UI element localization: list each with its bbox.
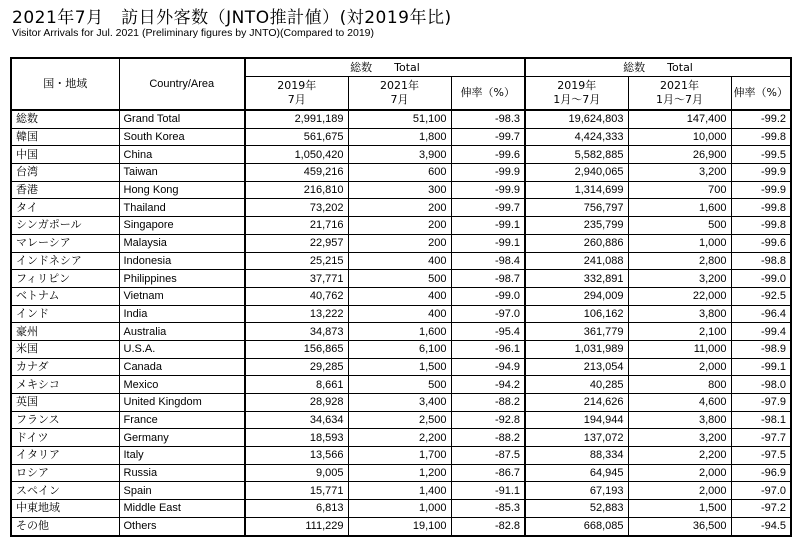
cell-growth-ytd: -99.9 <box>731 164 791 182</box>
cell-2021-ytd: 1,500 <box>628 500 731 518</box>
cell-growth-ytd: -99.9 <box>731 181 791 199</box>
cell-region-en: China <box>119 146 245 164</box>
table-row <box>11 323 791 341</box>
table-row <box>11 287 791 305</box>
cell-2021-month: 6,100 <box>348 340 451 358</box>
cell-2021-month: 1,000 <box>348 500 451 518</box>
cell-2019-ytd: 361,779 <box>525 323 628 341</box>
visitor-arrivals-table <box>10 57 792 537</box>
cell-growth-ytd: -96.4 <box>731 305 791 323</box>
cell-region-jp: 中国 <box>11 146 119 164</box>
cell-2021-ytd: 22,000 <box>628 287 731 305</box>
cell-growth-month: -92.8 <box>451 411 525 429</box>
header-2019-year: 2019年 <box>277 79 317 92</box>
cell-growth-ytd: -99.8 <box>731 199 791 217</box>
cell-2021-month: 300 <box>348 181 451 199</box>
cell-region-en: Germany <box>119 429 245 447</box>
cell-2019-month: 40,762 <box>245 287 348 305</box>
page-title: 2021年7月 訪日外客数（JNTO推計値）(対2019年比) <box>12 8 452 28</box>
cell-growth-ytd: -99.6 <box>731 234 791 252</box>
cell-2021-ytd: 3,800 <box>628 411 731 429</box>
cell-2019-ytd: 137,072 <box>525 429 628 447</box>
cell-2021-month: 500 <box>348 376 451 394</box>
cell-2019-month: 2,991,189 <box>245 110 348 128</box>
table-row <box>11 270 791 288</box>
cell-growth-month: -86.7 <box>451 464 525 482</box>
cell-growth-ytd: -99.4 <box>731 323 791 341</box>
cell-growth-ytd: -97.5 <box>731 447 791 465</box>
cell-2021-ytd: 11,000 <box>628 340 731 358</box>
cell-region-jp: 台湾 <box>11 164 119 182</box>
cell-region-en: Others <box>119 517 245 535</box>
cell-growth-ytd: -97.9 <box>731 394 791 412</box>
cell-growth-ytd: -96.9 <box>731 464 791 482</box>
cell-2019-ytd: 332,891 <box>525 270 628 288</box>
header-2019-ytd-year: 2019年 <box>557 79 597 92</box>
cell-2019-ytd: 64,945 <box>525 464 628 482</box>
cell-2021-ytd: 2,200 <box>628 447 731 465</box>
cell-2021-ytd: 3,800 <box>628 305 731 323</box>
cell-region-jp: スペイン <box>11 482 119 500</box>
cell-region-jp: イタリア <box>11 447 119 465</box>
cell-growth-ytd: -98.0 <box>731 376 791 394</box>
header-total-ytd: 総数 Total <box>525 58 791 77</box>
header-2021-ytd-period: 1月～7月 <box>656 93 704 106</box>
cell-region-jp: 総数 <box>11 110 119 128</box>
cell-growth-ytd: -92.5 <box>731 287 791 305</box>
cell-2021-ytd: 2,000 <box>628 358 731 376</box>
table-row <box>11 146 791 164</box>
cell-growth-ytd: -98.9 <box>731 340 791 358</box>
cell-2021-month: 2,500 <box>348 411 451 429</box>
cell-2019-ytd: 40,285 <box>525 376 628 394</box>
table-row <box>11 464 791 482</box>
cell-region-en: Mexico <box>119 376 245 394</box>
cell-2021-month: 200 <box>348 217 451 235</box>
table-row <box>11 411 791 429</box>
cell-growth-month: -99.1 <box>451 234 525 252</box>
cell-region-en: Spain <box>119 482 245 500</box>
cell-2019-ytd: 67,193 <box>525 482 628 500</box>
cell-2019-month: 8,661 <box>245 376 348 394</box>
header-growth-ytd: 伸率（%） <box>731 77 791 111</box>
cell-region-en: Italy <box>119 447 245 465</box>
cell-2021-month: 200 <box>348 199 451 217</box>
cell-2021-ytd: 4,600 <box>628 394 731 412</box>
cell-region-jp: マレーシア <box>11 234 119 252</box>
cell-region-en: France <box>119 411 245 429</box>
header-2021-ytd-year: 2021年 <box>660 79 700 92</box>
cell-growth-month: -99.6 <box>451 146 525 164</box>
cell-growth-month: -99.7 <box>451 128 525 146</box>
cell-growth-ytd: -99.8 <box>731 217 791 235</box>
cell-2021-ytd: 3,200 <box>628 270 731 288</box>
cell-growth-ytd: -94.5 <box>731 517 791 535</box>
table-row <box>11 500 791 518</box>
cell-region-jp: カナダ <box>11 358 119 376</box>
cell-2021-ytd: 700 <box>628 181 731 199</box>
cell-region-jp: ロシア <box>11 464 119 482</box>
cell-region-en: Taiwan <box>119 164 245 182</box>
table-row <box>11 394 791 412</box>
cell-2019-month: 34,634 <box>245 411 348 429</box>
cell-2019-month: 156,865 <box>245 340 348 358</box>
table-row <box>11 358 791 376</box>
cell-growth-ytd: -99.5 <box>731 146 791 164</box>
table-row <box>11 447 791 465</box>
cell-2021-month: 200 <box>348 234 451 252</box>
cell-2019-month: 18,593 <box>245 429 348 447</box>
cell-2021-ytd: 1,600 <box>628 199 731 217</box>
cell-region-en: Canada <box>119 358 245 376</box>
cell-2019-ytd: 235,799 <box>525 217 628 235</box>
cell-2021-month: 600 <box>348 164 451 182</box>
cell-2021-ytd: 3,200 <box>628 164 731 182</box>
cell-region-jp: ドイツ <box>11 429 119 447</box>
cell-growth-ytd: -99.2 <box>731 110 791 128</box>
cell-growth-ytd: -97.7 <box>731 429 791 447</box>
table-row <box>11 181 791 199</box>
cell-2021-month: 500 <box>348 270 451 288</box>
cell-region-en: South Korea <box>119 128 245 146</box>
cell-2019-month: 13,566 <box>245 447 348 465</box>
header-growth-month: 伸率（%） <box>451 77 525 111</box>
cell-growth-month: -97.0 <box>451 305 525 323</box>
cell-growth-month: -98.3 <box>451 110 525 128</box>
cell-region-jp: フィリピン <box>11 270 119 288</box>
cell-region-jp: 中東地域 <box>11 500 119 518</box>
cell-region-en: Australia <box>119 323 245 341</box>
cell-2019-ytd: 19,624,803 <box>525 110 628 128</box>
cell-growth-month: -98.7 <box>451 270 525 288</box>
cell-growth-month: -91.1 <box>451 482 525 500</box>
header-2019-period: 7月 <box>287 93 306 106</box>
table-row <box>11 110 791 128</box>
cell-2021-ytd: 26,900 <box>628 146 731 164</box>
header-region-en: Country/Area <box>119 58 245 110</box>
cell-2019-month: 15,771 <box>245 482 348 500</box>
cell-region-en: Malaysia <box>119 234 245 252</box>
cell-2019-month: 9,005 <box>245 464 348 482</box>
cell-region-jp: 豪州 <box>11 323 119 341</box>
cell-2019-ytd: 1,314,699 <box>525 181 628 199</box>
cell-2021-ytd: 800 <box>628 376 731 394</box>
cell-growth-ytd: -97.2 <box>731 500 791 518</box>
table-row <box>11 128 791 146</box>
cell-2019-month: 216,810 <box>245 181 348 199</box>
cell-region-jp: 英国 <box>11 394 119 412</box>
cell-growth-ytd: -98.8 <box>731 252 791 270</box>
cell-2019-ytd: 52,883 <box>525 500 628 518</box>
cell-region-en: Thailand <box>119 199 245 217</box>
cell-region-jp: その他 <box>11 517 119 535</box>
cell-growth-month: -88.2 <box>451 394 525 412</box>
cell-2019-ytd: 106,162 <box>525 305 628 323</box>
cell-2021-ytd: 500 <box>628 217 731 235</box>
header-2019-ytd-period: 1月～7月 <box>553 93 601 106</box>
cell-growth-ytd: -99.0 <box>731 270 791 288</box>
cell-2019-month: 37,771 <box>245 270 348 288</box>
cell-region-en: Singapore <box>119 217 245 235</box>
cell-2021-month: 400 <box>348 287 451 305</box>
cell-region-jp: メキシコ <box>11 376 119 394</box>
cell-growth-month: -95.4 <box>451 323 525 341</box>
cell-region-en: India <box>119 305 245 323</box>
cell-2021-month: 1,400 <box>348 482 451 500</box>
cell-growth-month: -99.9 <box>451 181 525 199</box>
cell-2019-ytd: 241,088 <box>525 252 628 270</box>
table-row <box>11 305 791 323</box>
cell-growth-month: -99.7 <box>451 199 525 217</box>
header-2021-month <box>348 77 451 111</box>
cell-2019-ytd: 2,940,065 <box>525 164 628 182</box>
cell-2021-ytd: 147,400 <box>628 110 731 128</box>
cell-region-jp: フランス <box>11 411 119 429</box>
cell-region-en: Middle East <box>119 500 245 518</box>
table-row <box>11 217 791 235</box>
header-region-jp: 国・地域 <box>11 58 119 110</box>
cell-region-jp: インドネシア <box>11 252 119 270</box>
table-row <box>11 517 791 535</box>
cell-2019-ytd: 88,334 <box>525 447 628 465</box>
table-row <box>11 429 791 447</box>
cell-2021-ytd: 2,000 <box>628 482 731 500</box>
header-2021-year: 2021年 <box>380 79 419 92</box>
cell-2021-month: 1,500 <box>348 358 451 376</box>
cell-2021-month: 400 <box>348 305 451 323</box>
header-2021-period: 7月 <box>390 93 409 106</box>
table-row <box>11 234 791 252</box>
header-2021-ytd <box>628 77 731 111</box>
cell-growth-month: -85.3 <box>451 500 525 518</box>
cell-growth-month: -88.2 <box>451 429 525 447</box>
cell-2019-month: 28,928 <box>245 394 348 412</box>
cell-2019-month: 6,813 <box>245 500 348 518</box>
cell-2021-ytd: 2,000 <box>628 464 731 482</box>
cell-region-jp: タイ <box>11 199 119 217</box>
table-row <box>11 164 791 182</box>
cell-growth-month: -99.0 <box>451 287 525 305</box>
table-row <box>11 252 791 270</box>
cell-region-en: Hong Kong <box>119 181 245 199</box>
cell-2021-month: 1,200 <box>348 464 451 482</box>
cell-growth-month: -82.8 <box>451 517 525 535</box>
cell-2021-month: 51,100 <box>348 110 451 128</box>
cell-2021-month: 1,800 <box>348 128 451 146</box>
cell-growth-month: -96.1 <box>451 340 525 358</box>
cell-growth-month: -94.2 <box>451 376 525 394</box>
cell-region-en: U.S.A. <box>119 340 245 358</box>
cell-region-en: United Kingdom <box>119 394 245 412</box>
cell-2021-month: 2,200 <box>348 429 451 447</box>
cell-growth-ytd: -97.0 <box>731 482 791 500</box>
cell-2021-month: 1,600 <box>348 323 451 341</box>
cell-region-jp: 韓国 <box>11 128 119 146</box>
cell-2019-ytd: 194,944 <box>525 411 628 429</box>
cell-2019-month: 111,229 <box>245 517 348 535</box>
header-2019-month <box>245 77 348 111</box>
cell-2019-month: 22,957 <box>245 234 348 252</box>
table-row <box>11 340 791 358</box>
cell-growth-month: -99.1 <box>451 217 525 235</box>
cell-2021-ytd: 3,200 <box>628 429 731 447</box>
header-2019-ytd <box>525 77 628 111</box>
cell-2021-month: 3,400 <box>348 394 451 412</box>
cell-growth-ytd: -99.1 <box>731 358 791 376</box>
cell-2019-month: 34,873 <box>245 323 348 341</box>
cell-2019-month: 29,285 <box>245 358 348 376</box>
cell-2019-ytd: 213,054 <box>525 358 628 376</box>
cell-growth-month: -94.9 <box>451 358 525 376</box>
table-row <box>11 199 791 217</box>
page-subtitle: Visitor Arrivals for Jul. 2021 (Preliminary figures by JNTO)(Compared to 2019) <box>12 27 374 39</box>
cell-2021-month: 3,900 <box>348 146 451 164</box>
cell-2019-ytd: 668,085 <box>525 517 628 535</box>
cell-growth-ytd: -98.1 <box>731 411 791 429</box>
cell-2021-ytd: 1,000 <box>628 234 731 252</box>
cell-2021-month: 19,100 <box>348 517 451 535</box>
cell-region-en: Vietnam <box>119 287 245 305</box>
cell-region-en: Grand Total <box>119 110 245 128</box>
cell-region-en: Indonesia <box>119 252 245 270</box>
cell-2019-ytd: 5,582,885 <box>525 146 628 164</box>
cell-region-jp: インド <box>11 305 119 323</box>
cell-growth-ytd: -99.8 <box>731 128 791 146</box>
header-total-month: 総数 Total <box>245 58 525 77</box>
cell-growth-month: -87.5 <box>451 447 525 465</box>
cell-2019-month: 1,050,420 <box>245 146 348 164</box>
cell-2019-month: 73,202 <box>245 199 348 217</box>
cell-region-jp: 香港 <box>11 181 119 199</box>
cell-region-jp: 米国 <box>11 340 119 358</box>
cell-growth-month: -98.4 <box>451 252 525 270</box>
cell-region-en: Philippines <box>119 270 245 288</box>
cell-2021-ytd: 10,000 <box>628 128 731 146</box>
table-row <box>11 482 791 500</box>
cell-2019-month: 13,222 <box>245 305 348 323</box>
cell-2021-month: 1,700 <box>348 447 451 465</box>
table-row <box>11 376 791 394</box>
cell-2019-month: 21,716 <box>245 217 348 235</box>
cell-region-jp: シンガポール <box>11 217 119 235</box>
cell-2019-ytd: 756,797 <box>525 199 628 217</box>
cell-2019-month: 25,215 <box>245 252 348 270</box>
cell-2021-ytd: 36,500 <box>628 517 731 535</box>
cell-2019-ytd: 294,009 <box>525 287 628 305</box>
cell-growth-month: -99.9 <box>451 164 525 182</box>
cell-2019-month: 459,216 <box>245 164 348 182</box>
cell-2021-ytd: 2,800 <box>628 252 731 270</box>
cell-2019-ytd: 4,424,333 <box>525 128 628 146</box>
cell-2021-month: 400 <box>348 252 451 270</box>
cell-2019-ytd: 1,031,989 <box>525 340 628 358</box>
cell-2019-ytd: 214,626 <box>525 394 628 412</box>
cell-2019-month: 561,675 <box>245 128 348 146</box>
cell-region-jp: ベトナム <box>11 287 119 305</box>
cell-2021-ytd: 2,100 <box>628 323 731 341</box>
cell-2019-ytd: 260,886 <box>525 234 628 252</box>
cell-region-en: Russia <box>119 464 245 482</box>
table-body <box>11 110 791 536</box>
